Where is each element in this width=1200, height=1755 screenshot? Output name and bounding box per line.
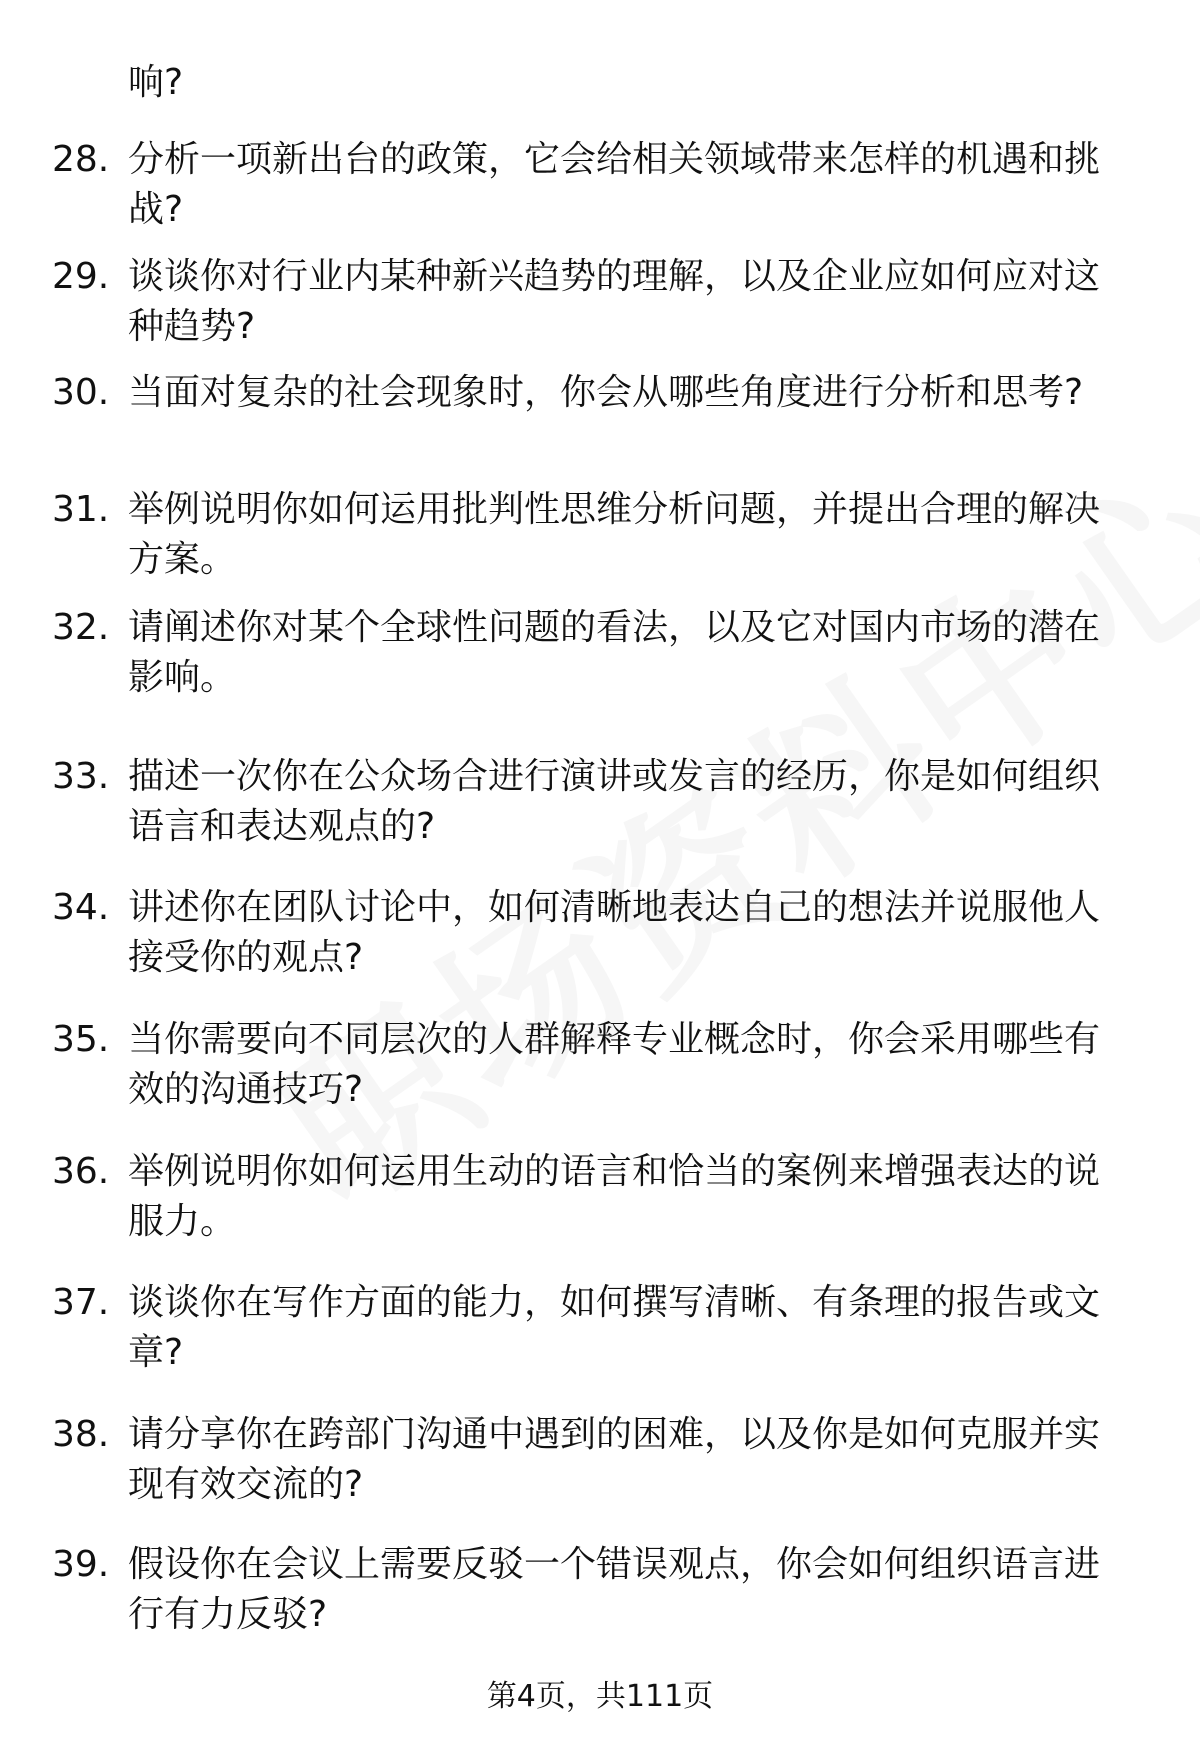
question-number: 34. (52, 887, 110, 928)
list-item (0, 752, 1200, 852)
list-item (0, 603, 1200, 703)
list-item (0, 883, 1200, 983)
question-text: 举例说明你如何运用生动的语言和恰当的案例来增强表达的说服力。 (128, 1151, 1101, 1242)
question-number: 32. (52, 607, 110, 648)
list-item (0, 1147, 1200, 1247)
question-number: 36. (52, 1151, 110, 1192)
question-number: 31. (52, 489, 110, 530)
question-number: 33. (52, 756, 110, 797)
list-item (0, 485, 1200, 585)
question-text: 假设你在会议上需要反驳一个错误观点，你会如何组织语言进行有力反驳? (128, 1544, 1101, 1635)
question-number: 30. (52, 372, 110, 413)
question-number: 39. (52, 1544, 110, 1585)
question-number: 35. (52, 1019, 110, 1060)
question-number: 37. (52, 1282, 110, 1323)
question-text: 讲述你在团队讨论中，如何清晰地表达自己的想法并说服他人接受你的观点? (128, 887, 1101, 978)
list-item (0, 1410, 1200, 1510)
list-item (0, 1540, 1200, 1640)
question-text: 分析一项新出台的政策，它会给相关领域带来怎样的机遇和挑战? (128, 139, 1101, 230)
question-text: 谈谈你在写作方面的能力，如何撰写清晰、有条理的报告或文章? (128, 1282, 1101, 1373)
list-item (0, 1015, 1200, 1115)
list-item (0, 1278, 1200, 1378)
question-text: 谈谈你对行业内某种新兴趋势的理解，以及企业应如何应对这种趋势? (128, 256, 1101, 347)
list-item (0, 135, 1200, 235)
question-text: 请阐述你对某个全球性问题的看法，以及它对国内市场的潜在影响。 (128, 607, 1101, 698)
continuation-text: 响? (128, 62, 184, 103)
question-text: 请分享你在跨部门沟通中遇到的困难，以及你是如何克服并实现有效交流的? (128, 1414, 1101, 1505)
question-text: 当你需要向不同层次的人群解释专业概念时，你会采用哪些有效的沟通技巧? (128, 1019, 1101, 1110)
page-footer: 第4页，共111页 (486, 1679, 714, 1714)
list-item (0, 368, 1200, 468)
list-item (0, 252, 1200, 352)
question-text: 描述一次你在公众场合进行演讲或发言的经历，你是如何组织语言和表达观点的? (128, 756, 1101, 847)
question-number: 28. (52, 139, 110, 180)
question-text: 当面对复杂的社会现象时，你会从哪些角度进行分析和思考? (128, 372, 1084, 413)
question-number: 29. (52, 256, 110, 297)
question-text: 举例说明你如何运用批判性思维分析问题，并提出合理的解决方案。 (128, 489, 1101, 580)
question-number: 38. (52, 1414, 110, 1455)
